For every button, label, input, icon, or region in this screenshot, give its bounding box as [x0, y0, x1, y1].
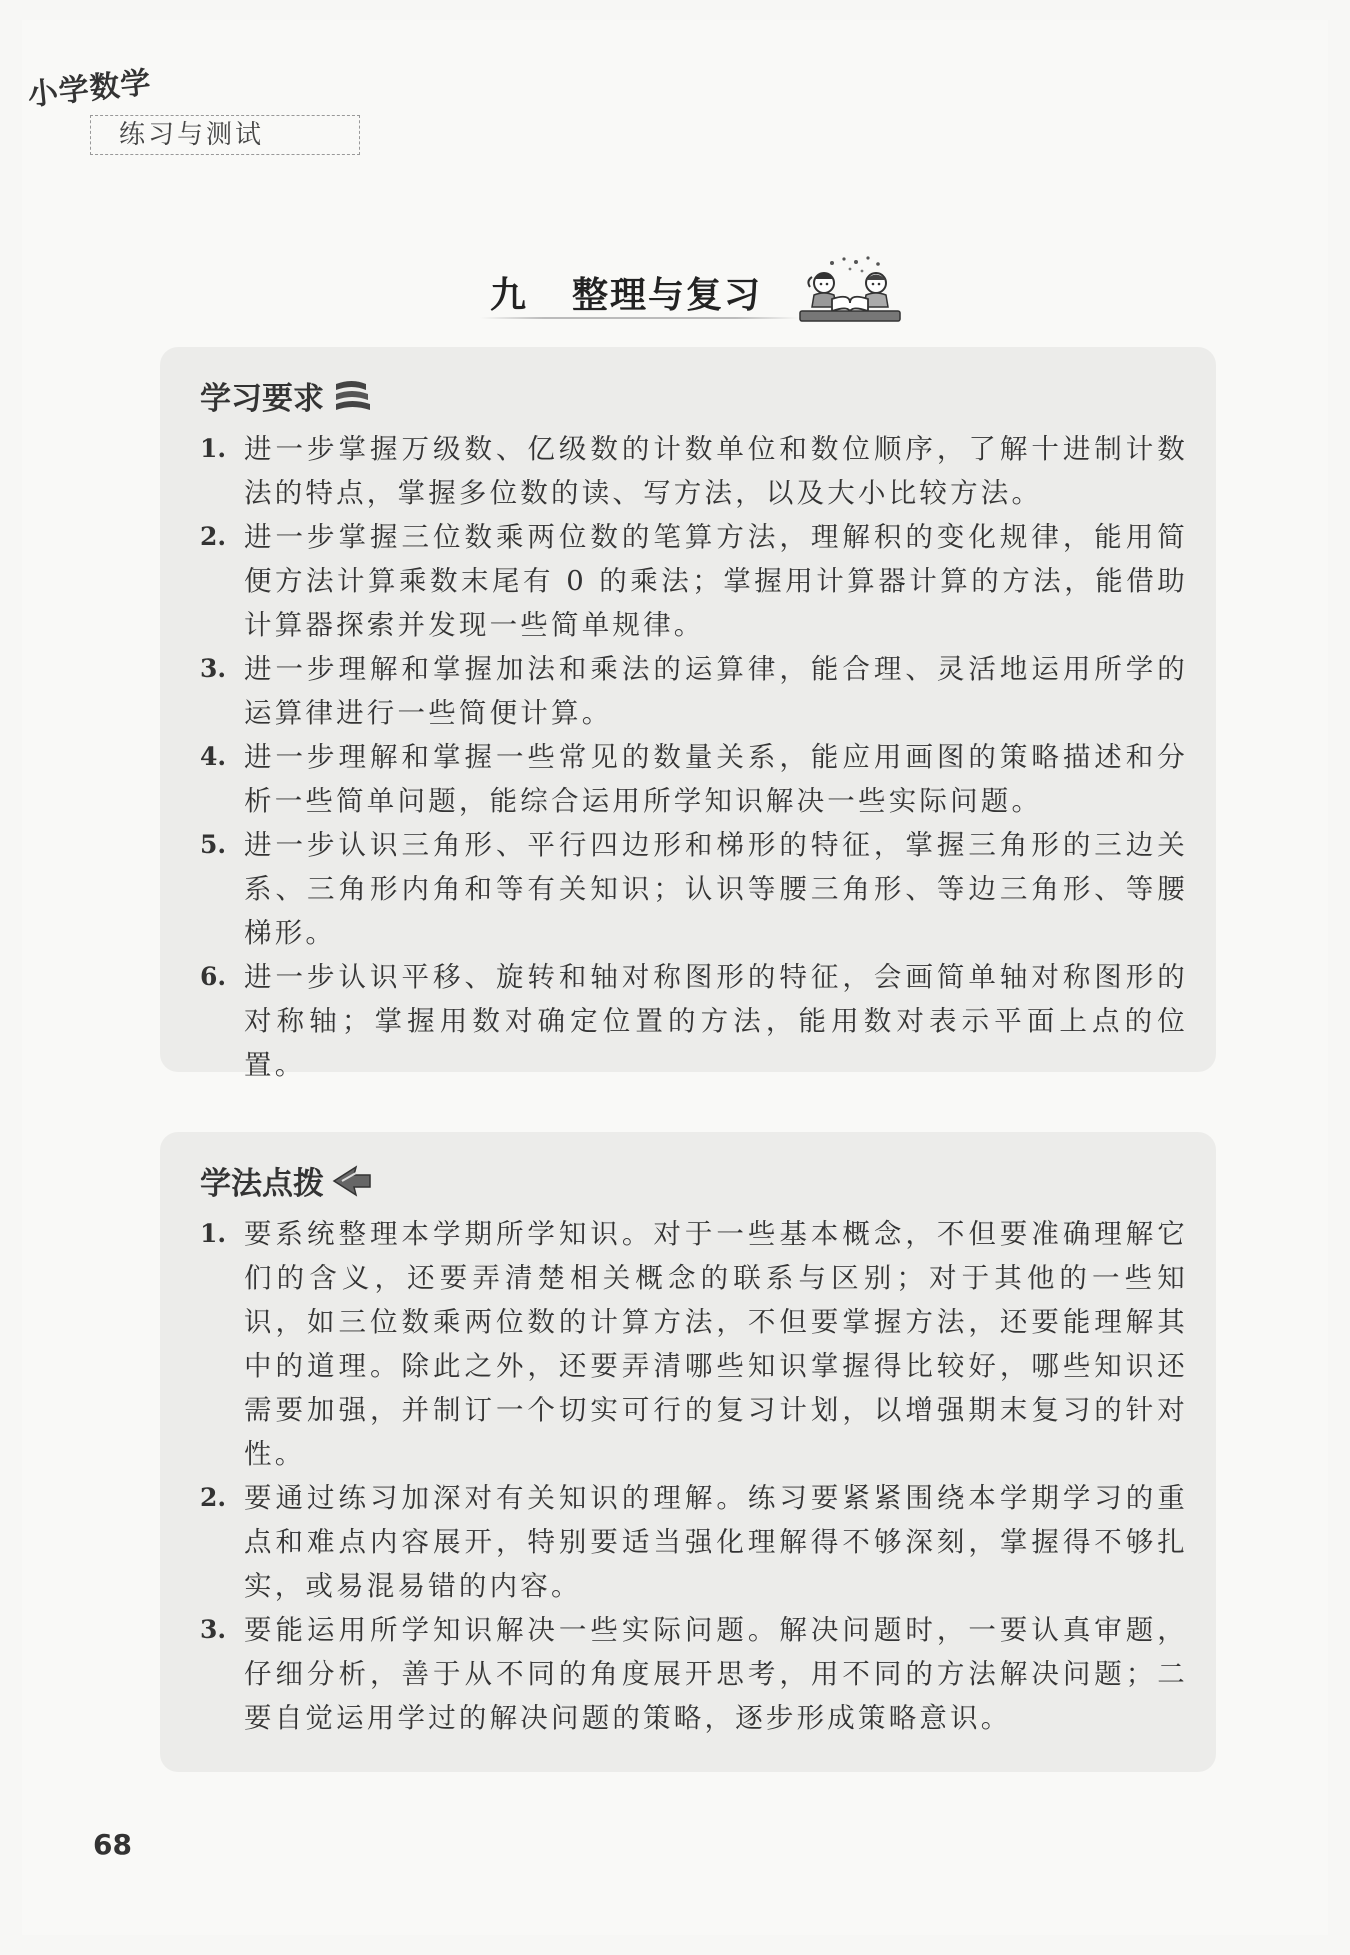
tips-heading: 学法点拨 [200, 1165, 324, 1202]
list-item [200, 515, 1188, 647]
children-reading-icon [792, 255, 908, 325]
brand-subtitle: 练习与测试 [90, 115, 360, 155]
section-heading [200, 369, 1188, 421]
item-text: 进一步认识三角形、平行四边形和梯形的特征，掌握三角形的三边关系、三角形内角和等有关知识；认识等腰三角形、等边三角形、等腰梯形。 [244, 829, 1188, 949]
item-text: 要通过练习加深对有关知识的理解。练习要紧紧围绕本学期学习的重点和难点内容展开，特别要适当强化理解得不够深刻，掌握得不够扎实，或易混易错的内容。 [244, 1482, 1188, 1602]
item-text: 进一步掌握三位数乘两位数的笔算方法，理解积的变化规律，能用简便方法计算乘数末尾有 0 的乘法；掌握用计算器计算的方法，能借助计算器探索并发现一些简单规律。 [244, 521, 1188, 641]
item-number: 3. [200, 1615, 227, 1644]
list-item [200, 823, 1188, 955]
chapter-underline [480, 317, 800, 319]
item-number: 4. [200, 742, 227, 771]
chapter-heading [480, 255, 920, 335]
list-item [200, 1212, 1188, 1476]
section-heading [200, 1154, 1188, 1206]
list-item [200, 735, 1188, 823]
tips-list [200, 1212, 1188, 1740]
item-text: 要系统整理本学期所学知识。对于一些基本概念，不但要准确理解它们的含义，还要弄清楚相关概念的联系与区别；对于其他的一些知识，如三位数乘两位数的计算方法，不但要掌握方法，还要能理解其中的道理。除此之外，还要弄清哪些知识掌握得比较好，哪些知识还需要加强，并制订一个切实可行的复习计划，以增强期末复习的针对性。 [244, 1218, 1188, 1470]
item-text: 进一步理解和掌握一些常见的数量关系，能应用画图的策略描述和分析一些简单问题，能综合运用所学知识解决一些实际问题。 [244, 741, 1188, 817]
page-number: 68 [93, 1828, 132, 1861]
item-text: 要能运用所学知识解决一些实际问题。解决问题时，一要认真审题，仔细分析，善于从不同的角度展开思考，用不同的方法解决问题；二要自觉运用学过的解决问题的策略，逐步形成策略意识。 [244, 1614, 1188, 1734]
requirements-list [200, 427, 1188, 1087]
learning-requirements-section [160, 347, 1216, 1081]
book-brand [26, 65, 360, 170]
item-number: 3. [200, 654, 227, 683]
requirements-heading: 学习要求 [200, 380, 324, 417]
stacked-lines-icon [330, 376, 374, 414]
item-number: 1. [200, 1219, 227, 1248]
list-item [200, 647, 1188, 735]
item-number: 2. [200, 1483, 227, 1512]
list-item [200, 427, 1188, 515]
item-number: 2. [200, 522, 227, 551]
item-number: 6. [200, 962, 227, 991]
item-number: 1. [200, 434, 227, 463]
brand-title: 小学数学 [26, 65, 154, 114]
study-tips-section [160, 1132, 1216, 1772]
pointer-arrow-icon [330, 1161, 374, 1199]
item-number: 5. [200, 830, 227, 859]
list-item [200, 1476, 1188, 1608]
item-text: 进一步掌握万级数、亿级数的计数单位和数位顺序，了解十进制计数法的特点，掌握多位数的读、写方法，以及大小比较方法。 [244, 433, 1188, 509]
list-item [200, 955, 1188, 1087]
chapter-name: 整理与复习 [572, 274, 763, 316]
item-text: 进一步认识平移、旋转和轴对称图形的特征，会画简单轴对称图形的对称轴；掌握用数对确定位置的方法，能用数对表示平面上点的位置。 [244, 961, 1188, 1081]
chapter-number: 九 [490, 274, 529, 316]
list-item [200, 1608, 1188, 1740]
chapter-title [490, 267, 762, 318]
item-text: 进一步理解和掌握加法和乘法的运算律，能合理、灵活地运用所学的运算律进行一些简便计算。 [244, 653, 1188, 729]
